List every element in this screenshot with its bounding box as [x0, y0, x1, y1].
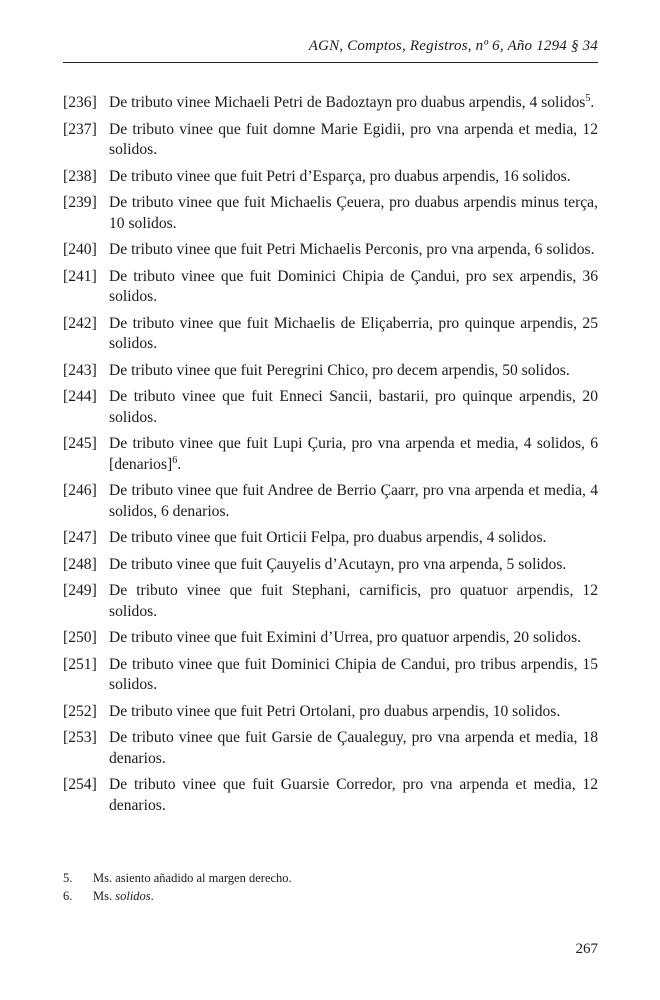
entry-246 [63, 481, 598, 522]
entry-list [63, 93, 598, 822]
entry-244 [63, 387, 598, 428]
page-number: 267 [575, 941, 598, 957]
entry-text: De tributo vinee Michaeli Petri de Badoztayn pro duabus arpendis, 4 solidos$^5$. [109, 93, 595, 111]
entry-text: De tributo vinee que fuit Orticii Felpa, pro duabus arpendis, 4 solidos. [109, 529, 547, 546]
entry-text: De tributo vinee que fuit Lupi Çuria, pro vna arpenda et media, 4 solidos, 6 [denarios]$^6$. [109, 435, 598, 473]
entry-number: [238] [63, 167, 97, 185]
footnote-list [63, 869, 598, 905]
entry-number: [239] [63, 194, 97, 211]
entry-number: [253] [63, 729, 97, 746]
header-rule [63, 62, 598, 63]
entry-number: [246] [63, 482, 97, 499]
entry-237 [63, 120, 598, 161]
entry-251 [63, 655, 598, 696]
entry-249 [63, 581, 598, 622]
entry-number: [236] [63, 94, 97, 111]
entry-number: [241] [63, 267, 97, 285]
entry-241 [63, 267, 598, 308]
entry-number: [248] [63, 555, 97, 573]
entry-number: [240] [63, 241, 97, 258]
footnote-text: Ms. asiento añadido al margen derecho. [93, 871, 292, 885]
entry-242 [63, 314, 598, 355]
entry-number: [249] [63, 582, 97, 599]
entry-number: [251] [63, 655, 97, 673]
footnote-text: Ms. solidos. [93, 889, 154, 903]
entry-text: De tributo vinee que fuit Michaelis Çeuera, pro duabus arpendis minus terça, 10 solidos. [109, 194, 598, 232]
entry-number: [243] [63, 361, 97, 379]
entry-252 [63, 702, 598, 723]
entry-236 [63, 93, 598, 114]
entry-text: De tributo vinee que fuit Enneci Sancii, bastarii, pro quinque arpendis, 20 solidos. [109, 388, 598, 426]
footnote-6 [63, 887, 598, 905]
entry-text: De tributo vinee que fuit Petri Michaelis Perconis, pro vna arpenda, 6 solidos. [109, 241, 595, 258]
footnote-5 [63, 869, 598, 887]
entry-number: [242] [63, 314, 97, 332]
footnote-number: 6. [63, 889, 73, 903]
entry-238 [63, 167, 598, 188]
entry-text: De tributo vinee que fuit Andree de Berrio Çaarr, pro vna arpenda et media, 4 solidos, 6 denarios. [109, 482, 598, 520]
entry-248 [63, 555, 598, 576]
running-header: AGN, Comptos, Registros, nº 6, Año 1294 § 34 [308, 38, 598, 54]
entry-text: De tributo vinee que fuit Peregrini Chico, pro decem arpendis, 50 solidos. [109, 361, 570, 379]
entry-text: De tributo vinee que fuit Michaelis de Eliçaberria, pro quinque arpendis, 25 solidos. [109, 314, 598, 352]
entry-number: [244] [63, 388, 97, 405]
entry-text: De tributo vinee que fuit Garsie de Çaualeguy, pro vna arpenda et media, 18 denarios. [109, 729, 598, 767]
entry-247 [63, 528, 598, 549]
entry-text: De tributo vinee que fuit Dominici Chipia de Çandui, pro sex arpendis, 36 solidos. [109, 267, 598, 305]
entry-number: [252] [63, 702, 97, 720]
entry-254 [63, 775, 598, 816]
entry-text: De tributo vinee que fuit Çauyelis d’Acutayn, pro vna arpenda, 5 solidos. [109, 555, 567, 573]
footnote-ref[interactable]: 5 [585, 93, 591, 104]
footnote-emphasis: solidos [115, 889, 151, 903]
entry-text: De tributo vinee que fuit Dominici Chipia de Candui, pro tribus arpendis, 15 solidos. [109, 655, 598, 693]
entry-text: De tributo vinee que fuit Eximini d’Urrea, pro quatuor arpendis, 20 solidos. [109, 629, 582, 646]
entry-number: [247] [63, 529, 97, 546]
entry-number: [250] [63, 629, 97, 646]
entry-243 [63, 361, 598, 382]
entry-text: De tributo vinee que fuit Petri Ortolani, pro duabus arpendis, 10 solidos. [109, 702, 561, 720]
entry-245 [63, 434, 598, 475]
entry-250 [63, 628, 598, 649]
entry-text: De tributo vinee que fuit Guarsie Corredor, pro vna arpenda et media, 12 denarios. [109, 776, 598, 814]
entry-240 [63, 240, 598, 261]
entry-number: [245] [63, 435, 97, 452]
entry-text: De tributo vinee que fuit Petri d’Esparça, pro duabus arpendis, 16 solidos. [109, 167, 571, 185]
footnote-ref[interactable]: 6 [172, 454, 178, 466]
entry-253 [63, 728, 598, 769]
entry-number: [237] [63, 120, 97, 138]
entry-text: De tributo vinee que fuit Stephani, carnificis, pro quatuor arpendis, 12 solidos. [109, 582, 598, 620]
entry-number: [254] [63, 776, 97, 793]
entry-text: De tributo vinee que fuit domne Marie Egidii, pro vna arpenda et media, 12 solidos. [109, 120, 598, 158]
entry-239 [63, 193, 598, 234]
footnote-number: 5. [63, 871, 73, 885]
